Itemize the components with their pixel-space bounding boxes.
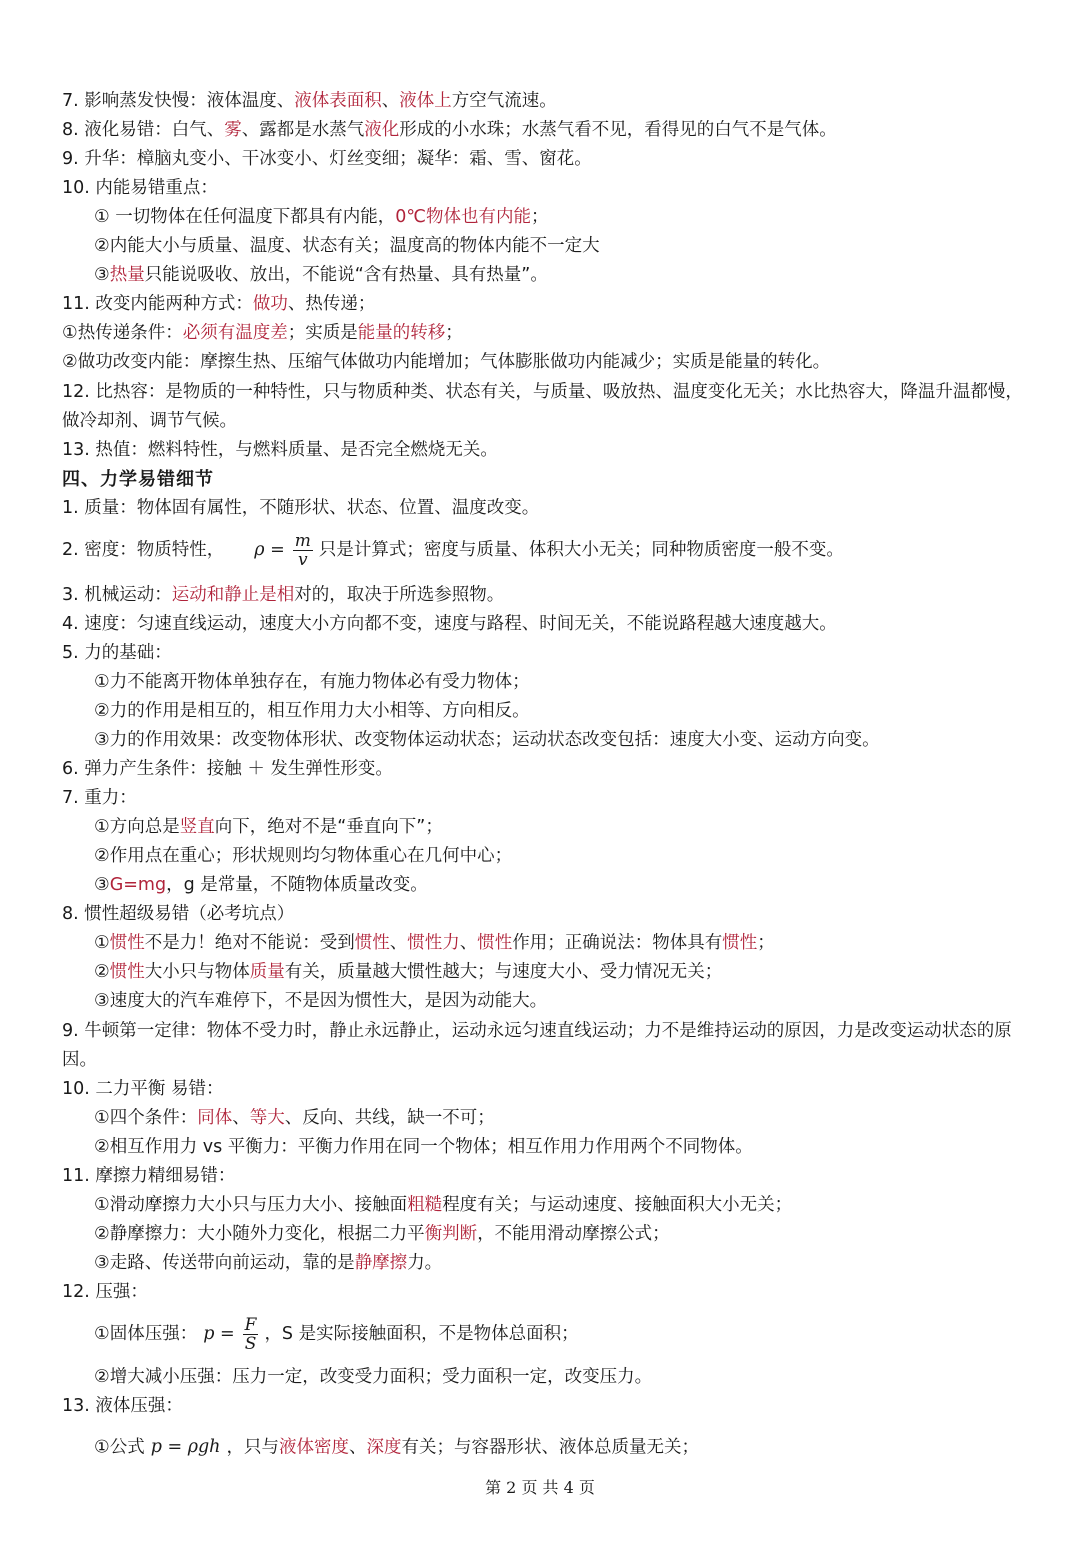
text: ① (94, 933, 110, 953)
highlight: 惯性 (109, 962, 145, 982)
highlight: 衡判断 (424, 1224, 478, 1244)
text-line: 11. 摩擦力精细易错： (62, 1166, 236, 1186)
text-line (94, 1433, 1040, 1463)
text: 8. 液化易错：白气、 (62, 120, 225, 140)
formula-text: p = (203, 1324, 235, 1344)
text-line: ②增大减小压强：压力一定，改变受力面积；受力面积一定，改变压力。 (94, 1367, 653, 1387)
text: 向下，绝对不是“垂直向下”； (214, 817, 443, 837)
highlight: 质量 (249, 962, 285, 982)
text: ③走路、传送带向前运动，靠的是 (94, 1253, 355, 1273)
text: ，g 是常量，不随物体质量改变。 (166, 875, 428, 895)
text: ①热传递条件： (62, 323, 183, 343)
highlight: 惯性 (722, 933, 758, 953)
highlight: 惯性 (477, 933, 513, 953)
text-line: 13. 热值：燃料特性，与燃料质量、是否完全燃烧无关。 (62, 440, 498, 460)
text: ①方向总是 (94, 817, 180, 837)
section-heading: 四、力学易错细节 (62, 469, 214, 490)
text: ① 一切物体在任何温度下都具有内能， (94, 207, 396, 227)
text-line: 12. 比热容：是物质的一种特性，只与物质种类、状态有关，与质量、吸放热、温度变化无关；水比热容大，降温升温都慢，做冷却剂、调节气候。 (62, 382, 1023, 431)
text: 大小只与物体 (144, 962, 250, 982)
text-line (94, 958, 1040, 987)
text-line: 7. 重力： (62, 788, 137, 808)
numerator: m (294, 530, 311, 551)
text: 作用；正确说法：物体具有 (512, 933, 723, 953)
text-line (94, 261, 1040, 290)
text-line: 13. 液体压强： (62, 1396, 183, 1416)
text: 、热传递； (287, 294, 376, 314)
text: 、反向、共线，缺一不可； (284, 1108, 495, 1128)
text: 对的，取决于所选参照物。 (294, 585, 505, 605)
highlight: 静摩擦 (354, 1253, 408, 1273)
text-line: 9. 牛顿第一定律：物体不受力时，静止永远静止，运动永远匀速直线运动；力不是维持运动的原因，力是改变运动状态的原因。 (62, 1021, 1012, 1070)
text-line (94, 1249, 1040, 1278)
highlight: 0℃物体也有内能 (395, 207, 532, 227)
text-line (94, 1220, 1040, 1249)
text: 只能说吸收、放出，不能说“含有热量、具有热量”。 (144, 265, 548, 285)
text: ③ (94, 265, 110, 285)
denominator: S (244, 1333, 257, 1354)
text: ①四个条件： (94, 1108, 198, 1128)
text-line (62, 116, 1040, 145)
text: 7. 影响蒸发快慢：液体温度、 (62, 91, 295, 111)
page-footer: 第 2 页 共 4 页 (485, 1478, 595, 1497)
text: ； (757, 933, 775, 953)
highlight: 同体 (197, 1108, 233, 1128)
text: ； (531, 207, 549, 227)
formula-text: p = ρgh (150, 1437, 221, 1457)
text: ，不能用滑动摩擦公式； (477, 1224, 670, 1244)
text: 、露都是水蒸气 (241, 120, 365, 140)
highlight: 惯性 (109, 933, 145, 953)
text-line (62, 319, 1040, 348)
text-line: 5. 力的基础： (62, 643, 172, 663)
text: 、 (232, 1108, 250, 1128)
highlight: G=mg (109, 875, 167, 895)
text-line: 1. 质量：物体固有属性，不随形状、状态、位置、温度改变。 (62, 498, 540, 518)
fraction (293, 532, 313, 569)
text: 程度有关；与运动速度、接触面积大小无关； (442, 1195, 793, 1215)
highlight: 热量 (109, 265, 145, 285)
text-line (62, 530, 1040, 570)
text-line (94, 1104, 1040, 1133)
highlight: 液体表面积 (294, 91, 382, 111)
highlight: 液体密度 (278, 1437, 349, 1458)
text: ③ (94, 875, 110, 895)
highlight: 深度 (366, 1437, 402, 1458)
text: 只是计算式；密度与质量、体积大小无关；同种物质密度一般不变。 (318, 540, 844, 560)
text-line: 6. 弹力产生条件：接触 ＋ 发生弹性形变。 (62, 759, 393, 779)
fraction (243, 1316, 259, 1353)
text: 形成的小水珠；水蒸气看不见，看得见的白气不是气体。 (399, 120, 837, 140)
highlight: 必须有温度差 (182, 323, 288, 343)
text: ②静摩擦力：大小随外力变化，根据二力平 (94, 1224, 425, 1244)
text: 不是力！绝对不能说：受到 (144, 933, 355, 953)
text-line (62, 87, 1040, 116)
text: ； (445, 323, 463, 343)
text-line: ③力的作用效果：改变物体形状、改变物体运动状态；运动状态改变包括：速度大小变、运动方向变。 (94, 730, 880, 750)
highlight: 做功 (252, 294, 288, 314)
text: 、 (389, 933, 408, 953)
text-line (94, 929, 1040, 958)
text: 、 (381, 91, 400, 111)
text-line (94, 203, 1040, 232)
text-line: ②做功改变内能：摩擦生热、压缩气体做功内能增加；气体膨胀做功内能减少；实质是能量的转化。 (62, 352, 831, 372)
text: ，S 是实际接触面积，不是物体总面积； (264, 1324, 579, 1344)
highlight: 能量的转移 (357, 323, 446, 343)
highlight: 惯性力 (407, 933, 460, 953)
text-line: ①力不能离开物体单独存在，有施力物体必有受力物体； (94, 672, 530, 692)
text: 、 (348, 1437, 367, 1458)
text-line: 10. 内能易错重点： (62, 178, 218, 198)
text-line: 4. 速度：匀速直线运动，速度大小方向都不变，速度与路程、时间无关，不能说路程越大速度越大。 (62, 614, 837, 634)
text-line (62, 290, 1040, 319)
text-line: 10. 二力平衡 易错： (62, 1079, 224, 1099)
text: ①公式 (94, 1437, 145, 1458)
text-line: ②相互作用力 vs 平衡力：平衡力作用在同一个物体；相互作用力作用两个不同物体。 (94, 1137, 753, 1157)
text-line: 9. 升华：樟脑丸变小、干冰变小、灯丝变细；凝华：霜、雪、窗花。 (62, 149, 592, 169)
text: 方空气流速。 (451, 91, 557, 111)
highlight: 运动和静止是相 (171, 585, 295, 605)
highlight: 粗糙 (407, 1195, 443, 1215)
formula-text: ρ = (254, 540, 285, 560)
text: 11. 改变内能两种方式： (62, 294, 253, 314)
highlight: 液化 (364, 120, 400, 140)
text: ；实质是 (287, 323, 358, 343)
highlight: 惯性 (354, 933, 390, 953)
text-line: ②作用点在重心；形状规则均匀物体重心在几何中心； (94, 846, 513, 866)
text-line: 8. 惯性超级易错（必考坑点） (62, 904, 295, 924)
text-line (94, 1191, 1040, 1220)
text: 2. 密度：物质特性， (62, 540, 225, 560)
text-line (94, 813, 1040, 842)
text-line (94, 871, 1040, 900)
text: ①滑动摩擦力大小只与压力大小、接触面 (94, 1195, 408, 1215)
text: ② (94, 962, 110, 982)
text: ，只与 (226, 1437, 279, 1458)
text-line: ②力的作用是相互的，相互作用力大小相等、方向相反。 (94, 701, 530, 721)
highlight: 液体上 (399, 91, 452, 111)
text-line: ②内能大小与质量、温度、状态有关；温度高的物体内能不一定大 (94, 236, 600, 256)
text-line (62, 581, 1040, 610)
text: 、 (459, 933, 478, 953)
text: 有关；与容器形状、液体总质量无关； (401, 1437, 699, 1458)
text-line: 12. 压强： (62, 1282, 148, 1302)
highlight: 竖直 (179, 817, 215, 837)
text: ①固体压强： (94, 1324, 198, 1344)
denominator: v (298, 549, 308, 570)
text: 有关，质量越大惯性越大；与速度大小、受力情况无关； (284, 962, 723, 982)
numerator: F (244, 1314, 257, 1335)
highlight: 等大 (249, 1108, 285, 1128)
text: 3. 机械运动： (62, 585, 172, 605)
text-line: ③速度大的汽车难停下，不是因为惯性大，是因为动能大。 (94, 991, 548, 1011)
text: 力。 (407, 1253, 443, 1273)
highlight: 雾 (224, 120, 242, 140)
text-line (94, 1313, 1040, 1355)
